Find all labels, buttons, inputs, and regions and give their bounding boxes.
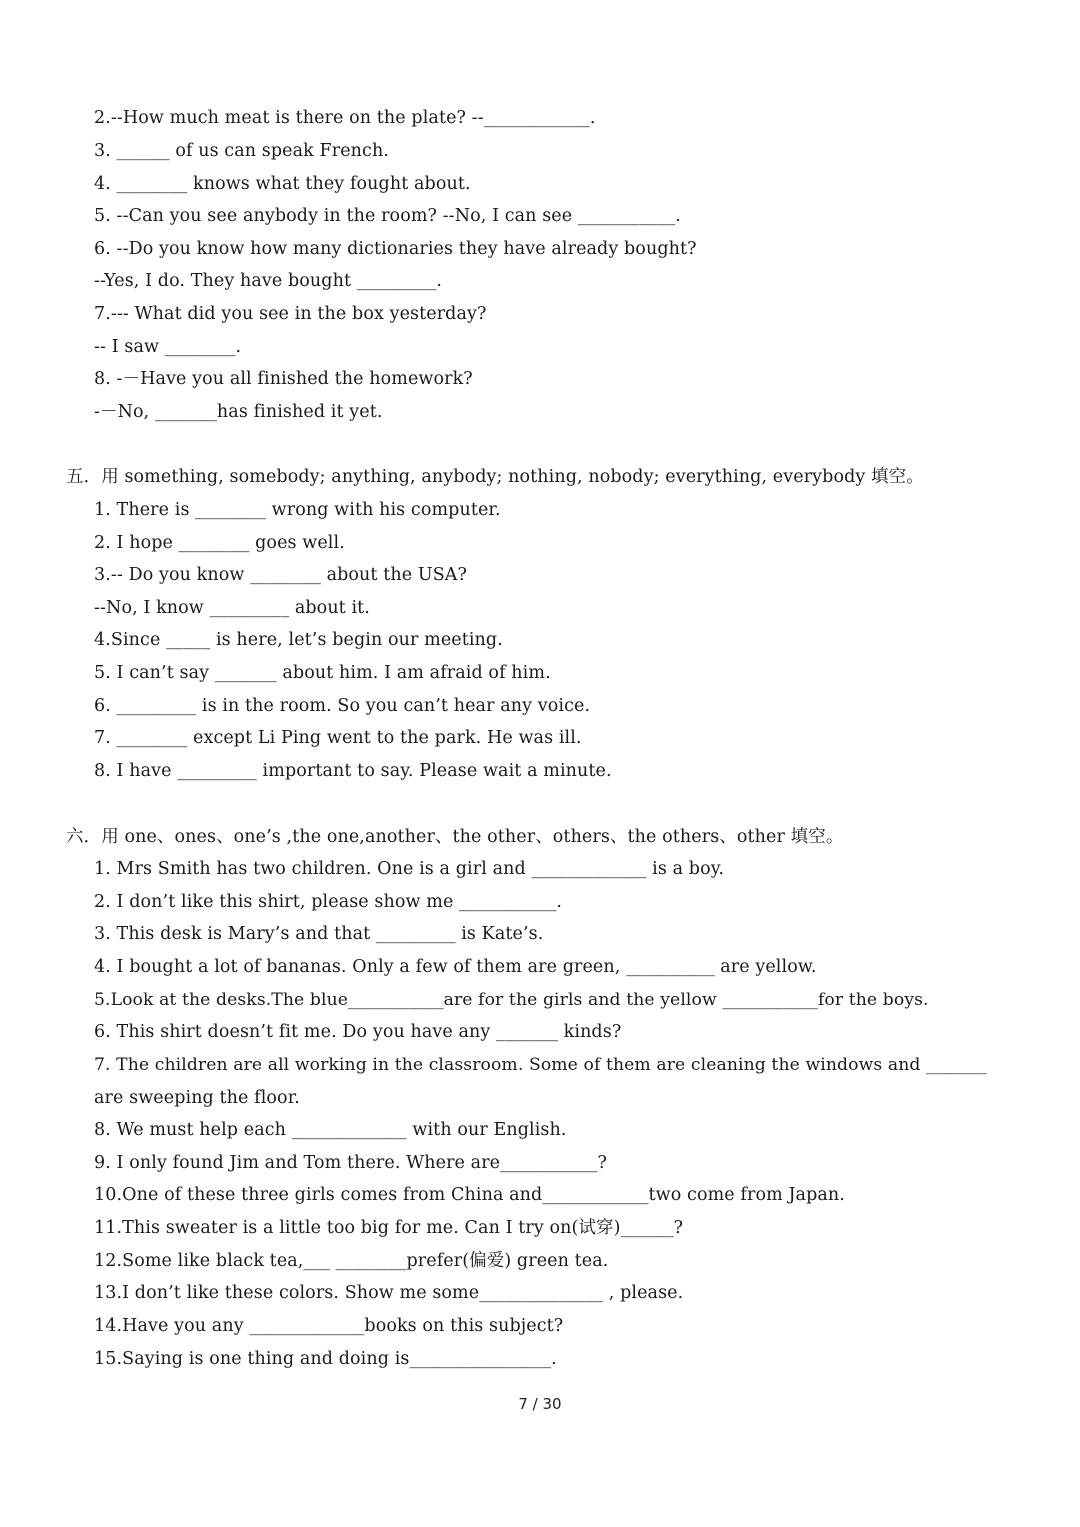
question-line: --No, I know _________ about it. xyxy=(94,598,370,618)
question-line: --Yes, I do. They have bought _________. xyxy=(94,271,443,291)
question-line: 14.Have you any _____________books on this subject? xyxy=(94,1316,564,1336)
question-line: -- I saw ________. xyxy=(94,337,242,357)
question-line: 7. The children are all working in the classroom. Some of them are cleaning the windows and _______ xyxy=(94,1055,987,1075)
question-line: 4. ________ knows what they fought about. xyxy=(94,174,471,194)
question-line: 8. I have _________ important to say. Please wait a minute. xyxy=(94,761,612,781)
question-line: 2. I don’t like this shirt, please show me ___________. xyxy=(94,892,563,912)
question-line: are sweeping the floor. xyxy=(94,1088,300,1108)
question-line: 12.Some like black tea,___ ________prefer(偏爱) green tea. xyxy=(94,1251,609,1271)
question-line: 2.--How much meat is there on the plate? --____________. xyxy=(94,108,596,128)
question-line: 3. This desk is Mary’s and that _________ is Kate’s. xyxy=(94,924,544,944)
question-line: 1. There is ________ wrong with his computer. xyxy=(94,500,501,520)
question-line: -－No, _______has finished it yet. xyxy=(94,402,383,422)
question-line: 5. I can’t say _______ about him. I am afraid of him. xyxy=(94,663,551,683)
question-line: 1. Mrs Smith has two children. One is a girl and _____________ is a boy. xyxy=(94,859,725,879)
question-line: 6. --Do you know how many dictionaries they have already bought? xyxy=(94,239,697,259)
question-line: 8. We must help each _____________ with our English. xyxy=(94,1120,567,1140)
question-line: 7. ________ except Li Ping went to the park. He was ill. xyxy=(94,728,582,748)
question-line: 15.Saying is one thing and doing is________________. xyxy=(94,1349,557,1369)
section-heading: 五．用 something, somebody; anything, anybody; nothing, nobody; everything, everybody 填空。 xyxy=(66,467,924,487)
question-line: 4.Since _____ is here, let’s begin our meeting. xyxy=(94,630,503,650)
page-number: 7 / 30 xyxy=(518,1395,562,1413)
question-line: 6. This shirt doesn’t fit me. Do you have any _______ kinds? xyxy=(94,1022,622,1042)
question-line: 3. ______ of us can speak French. xyxy=(94,141,389,161)
question-line: 3.-- Do you know ________ about the USA? xyxy=(94,565,468,585)
question-line: 2. I hope ________ goes well. xyxy=(94,533,345,553)
question-line: 9. I only found Jim and Tom there. Where are___________? xyxy=(94,1153,607,1173)
question-line: 5.Look at the desks.The blue___________are for the girls and the yellow ___________for the boys. xyxy=(94,990,929,1010)
question-line: 5. --Can you see anybody in the room? --No, I can see ___________. xyxy=(94,206,681,226)
question-line: 13.I don’t like these colors. Show me some______________ , please. xyxy=(94,1283,684,1303)
question-line: 11.This sweater is a little too big for me. Can I try on(试穿)______? xyxy=(94,1218,684,1238)
question-line: 7.--- What did you see in the box yesterday? xyxy=(94,304,487,324)
question-line: 8. -－Have you all finished the homework? xyxy=(94,369,473,389)
question-line: 10.One of these three girls comes from China and____________two come from Japan. xyxy=(94,1185,845,1205)
question-line: 6. _________ is in the room. So you can’t hear any voice. xyxy=(94,696,591,716)
section-heading: 六．用 one、ones、one’s ,the one,another、the other、others、the others、other 填空。 xyxy=(66,827,844,847)
question-line: 4. I bought a lot of bananas. Only a few of them are green, __________ are yellow. xyxy=(94,957,817,977)
